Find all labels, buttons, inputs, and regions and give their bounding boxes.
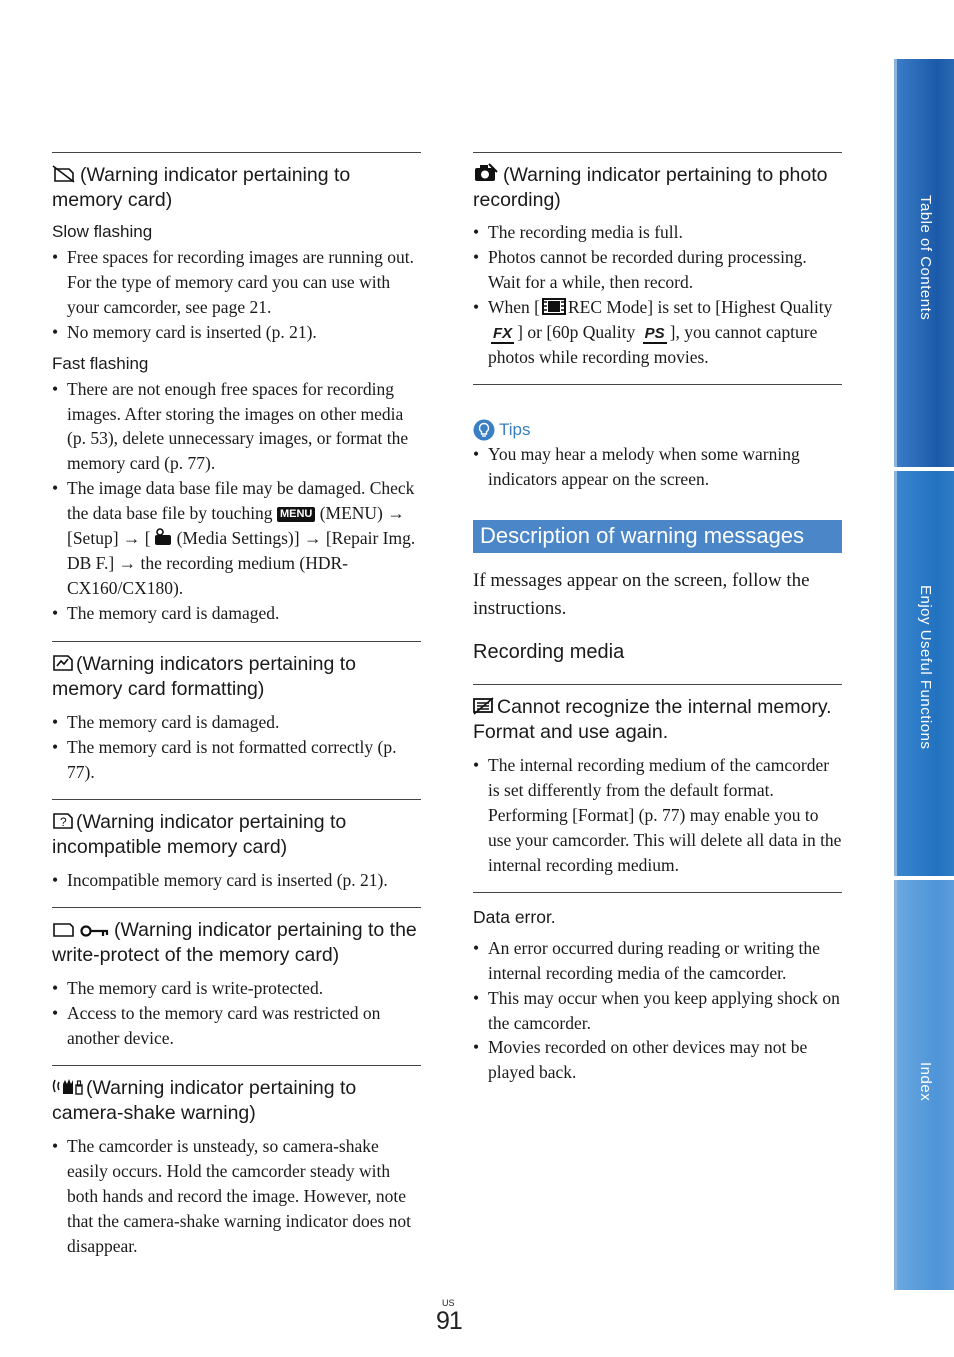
list-item: • The memory card is not formatted correctly (p. 77). [52,735,421,785]
recording-media-heading: Recording media [473,641,625,664]
slow-flashing-list [52,245,421,345]
list-item: • The memory card is damaged. [52,710,421,735]
intro-text: If messages appear on the screen, follow the instructions. [473,570,810,620]
list-item: • The camcorder is unsteady, so camera-shake easily occurs. Hold the camcorder steady with both hands and record the image. However, note that the camera-shake warning indicator does not disappear. [52,1134,421,1259]
key-icon [80,924,110,938]
tab-index[interactable] [894,880,954,1290]
ps-quality-icon: PS [644,324,665,342]
tab-label: Table of Contents [917,195,934,321]
list-item: • The image data base file may be damaged. Check the data base file by touching MENU (MENU) → [Setup] → [ (Media Settings)] → [Repair Img. DB F.] → the recording medium (HDR-CX160/CX180). [52,476,421,601]
list-item: • You may hear a melody when some warning indicators appear on the screen. [473,442,842,492]
list-item: • Photos cannot be recorded during processing. Wait for a while, then record. [473,245,842,295]
section-heading: Data error. [473,906,556,927]
right-column [473,152,842,1085]
section-heading: (Warning indicators pertaining to memory card formatting) [52,652,356,700]
incompatible-card-icon [52,812,74,830]
list-item: • There are not enough free spaces for recording images. After storing the images on other media (p. 53), delete unnecessary images, or format the memory card (p. 77). [52,377,421,477]
photo-recording-list [473,220,842,369]
tab-table-of-contents[interactable] [894,59,954,467]
svg-text:?: ? [60,815,67,830]
camera-shake-icon [52,1076,84,1096]
list-item: • The memory card is write-protected. [52,976,421,1001]
internal-memory-list [473,753,842,878]
memory-card-warning-icon [52,165,76,183]
list-item: • Free spaces for recording images are running out. For the type of memory card you can use with your camcorder, see page 21. [52,245,421,320]
left-column [52,152,421,1259]
tab-label: Index [917,1062,934,1102]
section-memory-card-format [52,641,421,785]
section-incompatible-card [52,799,421,893]
write-protect-card-icon [52,920,76,938]
list-item: • When [ REC Mode] is set to [Highest Quality FX ] or [60p Quality PS ], you cannot capture photos while recording movies. [473,295,842,370]
list-item: • The recording media is full. [473,220,842,245]
divider [473,384,842,385]
tab-label: Enjoy Useful Functions [917,585,934,750]
list-item: • Access to the memory card was restricted on another device. [52,1001,421,1051]
data-error-list [473,936,842,1085]
format-list [52,710,421,785]
film-icon [542,298,566,315]
section-camera-shake [52,1065,421,1259]
tips-section [473,419,842,492]
region-code: US [442,1298,455,1308]
section-photo-recording [473,152,842,385]
section-heading: ? (Warning indicator pertaining to incompatible memory card) [52,811,347,859]
fx-quality-icon: FX [493,324,513,342]
list-item: • The memory card is damaged. [52,601,421,626]
sidebar-nav [894,59,954,1290]
media-settings-icon [153,528,175,546]
incompatible-list [52,868,421,893]
tab-enjoy-useful-functions[interactable] [894,471,954,876]
slow-flashing-label: Slow flashing [52,222,153,241]
section-heading: (Warning indicator pertaining to photo recording) [473,164,828,211]
list-item: • An error occurred during reading or writing the internal recording media of the camcorder. [473,936,842,986]
write-protect-list [52,976,421,1051]
list-item: • This may occur when you keep applying shock on the camcorder. [473,986,842,1036]
card-format-warning-icon [52,654,74,672]
page-number-value: 91 [436,1307,462,1335]
section-heading: (Warning indicator pertaining to the write-protect of the memory card) [52,919,417,967]
camera-shake-list [52,1134,421,1259]
list-item: • No memory card is inserted (p. 21). [52,320,421,345]
fast-flashing-label: Fast flashing [52,353,149,373]
photo-warning-icon [473,163,499,183]
list-item: • Incompatible memory card is inserted (p. 21). [52,868,421,893]
section-heading: (Warning indicator pertaining to camera-shake warning) [52,1077,357,1125]
menu-button-icon: MENU [277,507,315,522]
tips-heading: Tips [473,419,842,441]
section-write-protect [52,907,421,1051]
internal-memory-warning-icon [473,697,495,715]
list-item: • Movies recorded on other devices may not be played back. [473,1035,842,1085]
lightbulb-icon [473,419,495,441]
section-heading: Cannot recognize the internal memory. Format and use again. [473,696,832,744]
section-band-title: Description of warning messages [473,520,842,553]
section-internal-memory [473,684,842,878]
section-data-error [473,892,842,1085]
section-heading: (Warning indicator pertaining to memory card) [52,164,351,211]
list-item: • The internal recording medium of the camcorder is set differently from the default format. Performing [Format] (p. 77) may enable you to use your camcorder. This will delete all data in the internal recording medium. [473,753,842,878]
fast-flashing-list [52,377,421,626]
tips-list [473,442,842,492]
section-memory-card [52,152,421,626]
